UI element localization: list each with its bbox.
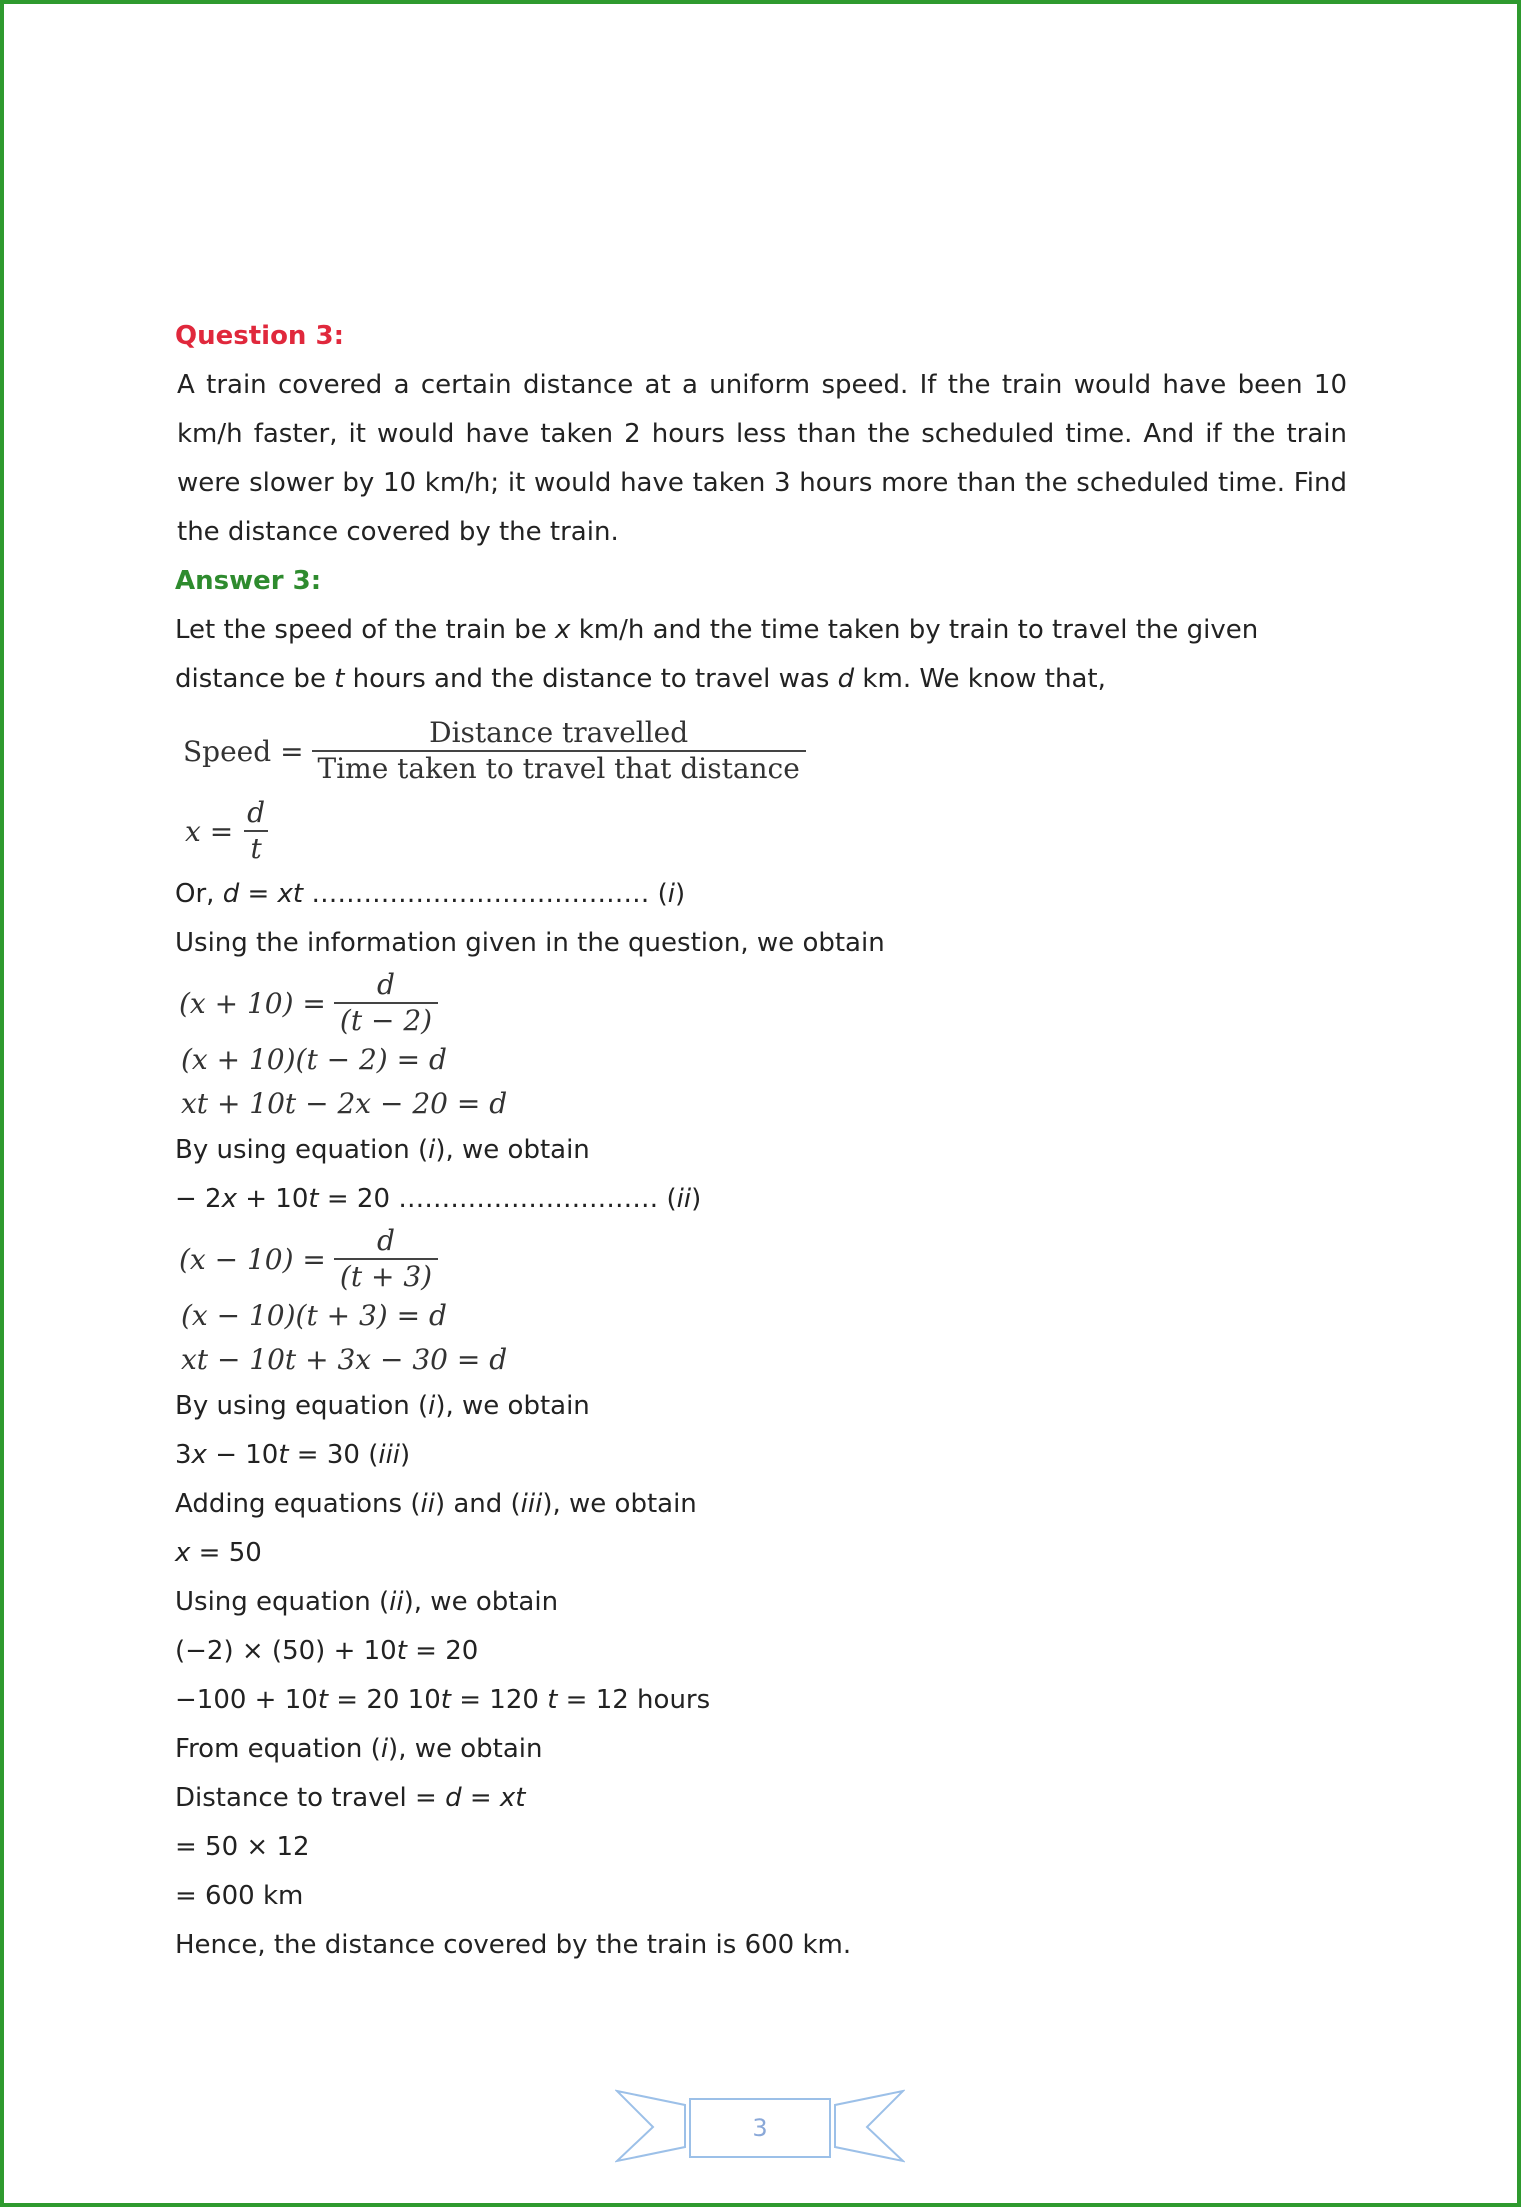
faster-formula: (x + 10) = $\frac{d}{(t - 2)}$	[179, 968, 1347, 1038]
slower-expand-2: xt − 10t + 3x − 30 = d	[181, 1343, 508, 1376]
distance-formula: Distance to travel = d = xt	[175, 1783, 526, 1813]
slower-expand-1: (x − 10)(t + 3) = d	[181, 1299, 447, 1332]
using-eq-i-1: By using equation (i), we obtain	[175, 1135, 590, 1165]
adding-equations: Adding equations (ii) and (iii), we obtain	[175, 1489, 697, 1519]
from-eq-i: From equation (i), we obtain	[175, 1734, 543, 1764]
substitution-2: −100 + 10t = 20 10t = 120 t = 12 hours	[175, 1685, 711, 1715]
substitution-1: (−2) × (50) + 10t = 20	[175, 1636, 479, 1666]
faster-expand-2: xt + 10t − 2x − 20 = d	[181, 1087, 508, 1120]
page-number: 3	[752, 2114, 768, 2142]
document-body	[175, 312, 1347, 1970]
info-line: Using the information given in the question, we obtain	[175, 928, 885, 958]
calc-line-2: = 600 km	[175, 1881, 304, 1911]
calc-line-1: = 50 × 12	[175, 1832, 310, 1862]
equation-i: Or, d = xt ………………………………… (i)	[175, 879, 686, 909]
slower-formula: (x − 10) = $\frac{d}{(t + 3)}$	[179, 1224, 1347, 1294]
x-formula: x = $\frac{d}{t}$	[185, 796, 1347, 866]
answer-title: Answer 3:	[175, 566, 322, 596]
faster-expand-1: (x + 10)(t − 2) = d	[181, 1043, 447, 1076]
question-text: A train covered a certain distance at a uniform speed. If the train would have been 10 km/h faster, it would have taken 2 hours less than the scheduled time. And if the train were slower by 10 km/h; it would have taken 3 hours more than the scheduled time. Find the distance covered by the train.	[177, 370, 1347, 547]
speed-formula: Speed = $\frac{\text{Distance travelled}}{\text{Time taken to travel that distance}}$	[183, 716, 1347, 786]
using-eq-ii: Using equation (ii), we obtain	[175, 1587, 559, 1617]
equation-iii: 3x − 10t = 30 (iii)	[175, 1440, 411, 1470]
using-eq-i-2: By using equation (i), we obtain	[175, 1391, 590, 1421]
equation-ii: − 2x + 10t = 20 ………………………… (ii)	[175, 1184, 702, 1214]
answer-intro: Let the speed of the train be x km/h and the time taken by train to travel the given distance be t hours and the distance to travel was d km. We know that,	[175, 615, 1259, 694]
question-title: Question 3:	[175, 321, 344, 351]
x-value: x = 50	[175, 1538, 262, 1568]
conclusion: Hence, the distance covered by the train is 600 km.	[175, 1930, 852, 1960]
